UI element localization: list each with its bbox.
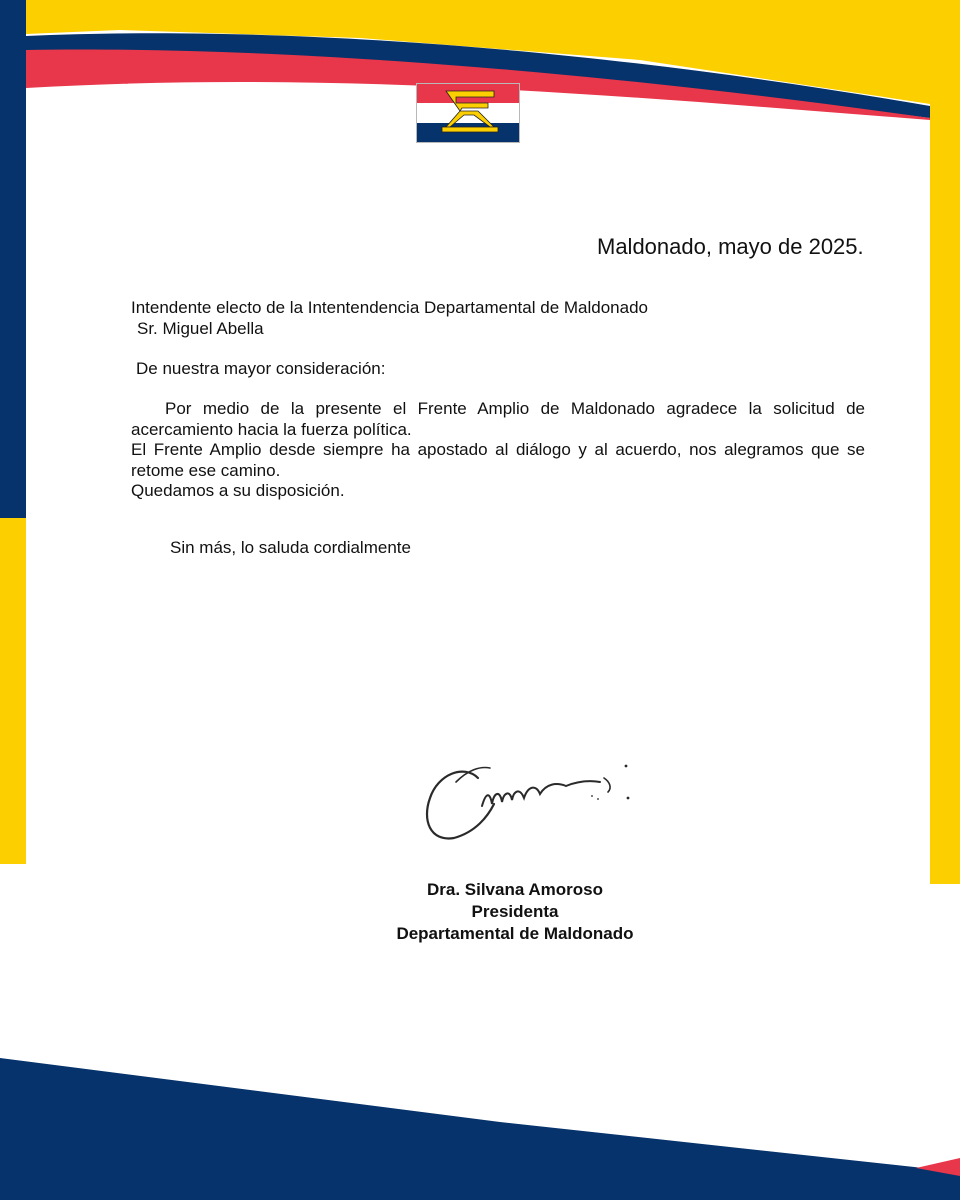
left-navy-bar [0,0,26,518]
left-yellow-bar [0,518,26,864]
letter-body [131,399,865,502]
bottom-navy-band [0,1058,960,1200]
salutation: De nuestra mayor consideración: [136,359,386,378]
body-paragraph: Por medio de la presente el Frente Amplio de Maldonado agradece la solicitud de acercamiento hacia la fuerza política. [131,399,865,439]
signatory-department: Departamental de Maldonado [396,924,634,943]
recipient-title: Intendente electo de la Intentendencia Departamental de Maldonado [131,298,648,317]
body-paragraph: El Frente Amplio desde siempre ha apostado al diálogo y al acuerdo, nos alegramos que se retome ese camino. [131,440,865,480]
closing-line: Sin más, lo saluda cordialmente [170,538,411,557]
recipient-name: Sr. Miguel Abella [137,319,264,338]
date-line: Maldonado, mayo de 2025. [597,234,864,259]
signatory-role: Presidenta [471,902,559,921]
right-yellow-bar [930,104,960,884]
body-paragraph: Quedamos a su disposición. [131,481,345,500]
frente-amplio-logo [416,83,520,143]
handwritten-signature [416,752,638,844]
signatory-name: Dra. Silvana Amoroso [426,880,604,899]
